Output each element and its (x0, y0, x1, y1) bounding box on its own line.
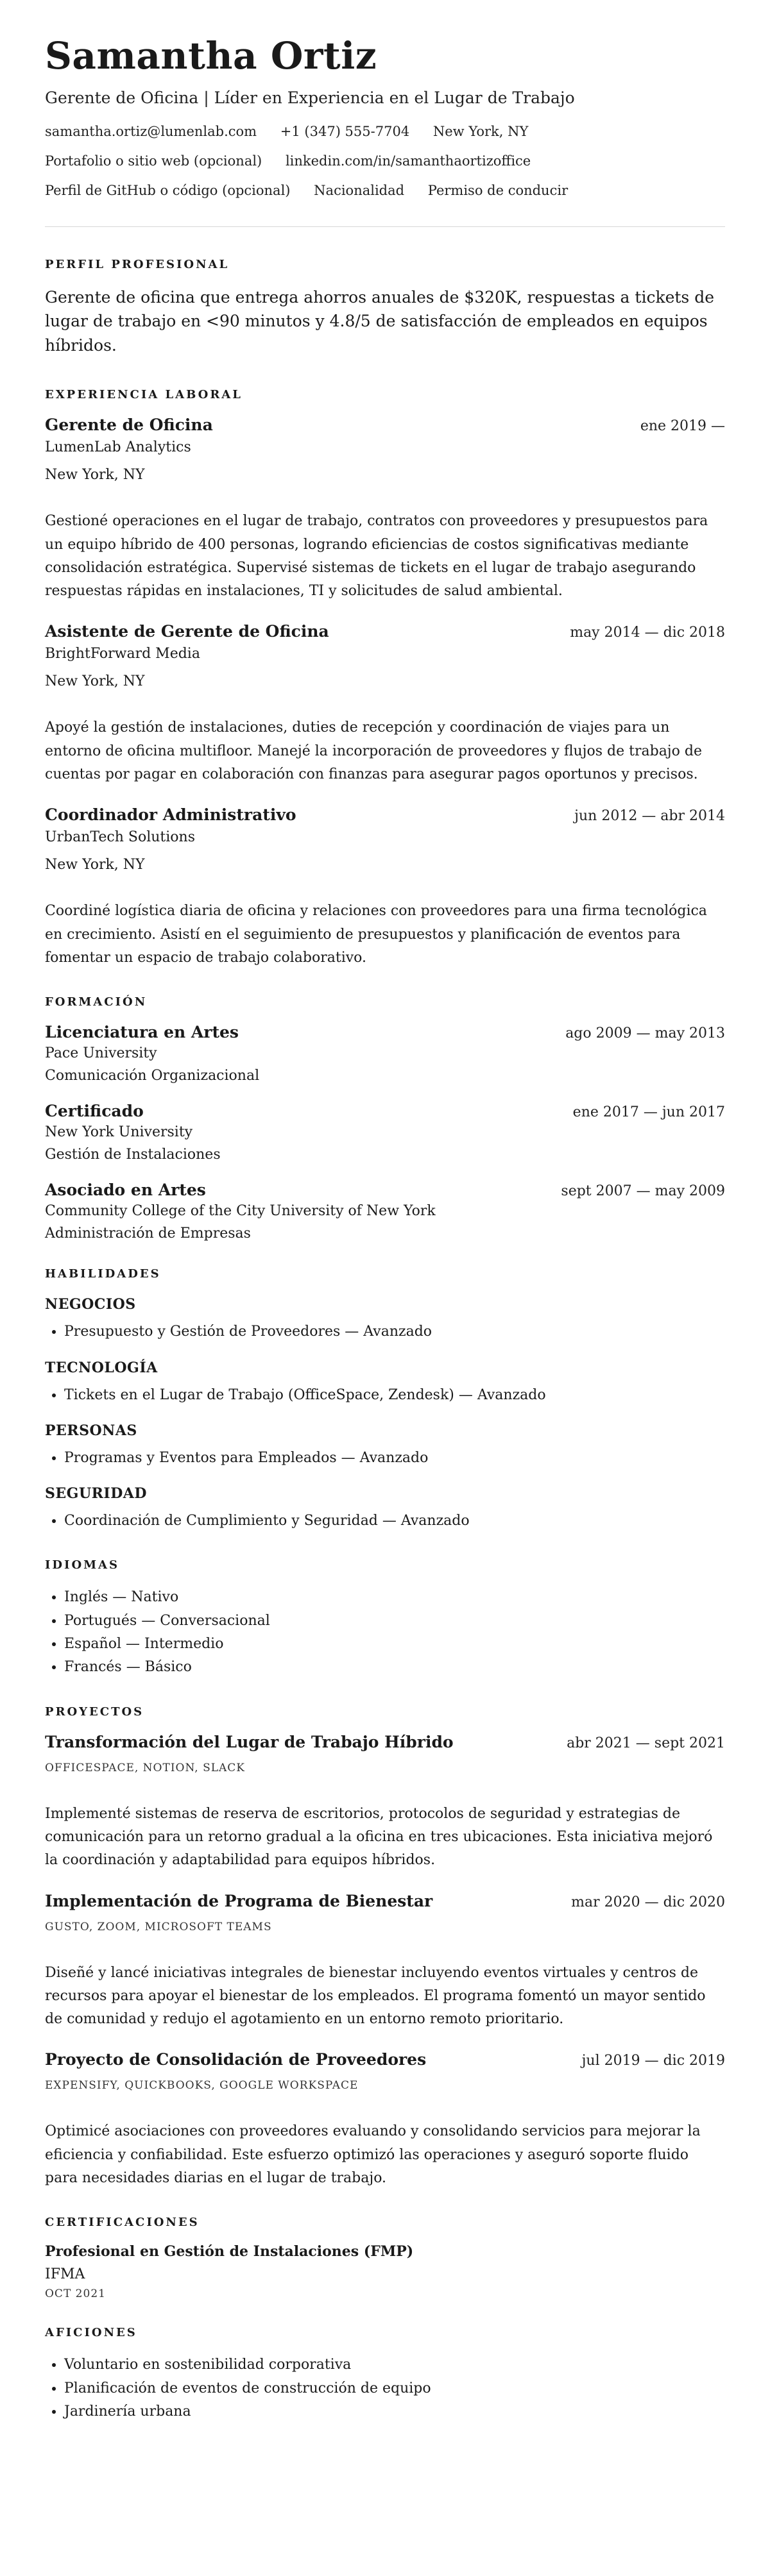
education-field: Administración de Empresas (45, 1225, 251, 1242)
contact-row-3 (45, 183, 725, 198)
contact-portfolio[interactable]: Portafolio o sitio web (opcional) (45, 153, 262, 169)
education-section (45, 995, 725, 1242)
section-title-experience: EXPERIENCIA LABORAL (45, 388, 243, 402)
skill-item: • Coordinación de Cumplimiento y Seguridad — Avanzado (64, 1510, 725, 1533)
section-title-hobbies: AFICIONES (45, 2326, 137, 2340)
language-item: • Portugués — Conversacional (64, 1610, 725, 1633)
certification-entry (45, 2243, 725, 2300)
education-degree: Licenciatura en Artes (45, 1023, 239, 1042)
project-entry (45, 1733, 725, 1873)
languages-section (45, 1558, 725, 1679)
education-entry (45, 1023, 725, 1084)
skill-item: • Presupuesto y Gestión de Proveedores — Avanzado (64, 1320, 725, 1343)
education-field: Comunicación Organizacional (45, 1068, 260, 1084)
education-entry (45, 1102, 725, 1163)
experience-role: Coordinador Administrativo (45, 805, 296, 825)
experience-location: New York, NY (45, 857, 145, 873)
project-name: Transformación del Lugar de Trabajo Híbrido (45, 1732, 454, 1751)
section-title-certifications: CERTIFICACIONES (45, 2216, 200, 2230)
project-date: mar 2020 — dic 2020 (571, 1894, 725, 1910)
project-description: Diseñé y lancé iniciativas integrales de bienestar incluyendo eventos virtuales y centros de recursos para apoyar el bienestar de los empleados. El programa fomentó un mayor sentido de comunidad y redujo el agotamiento en un entorno remoto prioritario. (45, 1964, 706, 2028)
project-name: Implementación de Programa de Bienestar (45, 1891, 433, 1910)
projects-section (45, 1705, 725, 2191)
skill-list (45, 1320, 725, 1343)
contact-row-1 (45, 124, 725, 139)
project-name: Proyecto de Consolidación de Proveedores (45, 2050, 427, 2069)
hobbies-section (45, 2326, 725, 2423)
section-title-languages: IDIOMAS (45, 1558, 120, 1572)
certification-org: IFMA (45, 2266, 85, 2283)
section-title-skills: HABILIDADES (45, 1267, 161, 1281)
experience-date: may 2014 — dic 2018 (570, 625, 725, 641)
contact-phone[interactable]: +1 (347) 555-7704 (280, 123, 410, 139)
candidate-name: Samantha Ortiz (45, 34, 377, 78)
skills-section (45, 1267, 725, 1533)
education-date: ene 2017 — jun 2017 (572, 1104, 725, 1121)
skill-group-title: PERSONAS (45, 1422, 137, 1439)
education-date: ago 2009 — may 2013 (565, 1025, 725, 1042)
hobby-item: • Planificación de eventos de construcción de equipo (64, 2377, 725, 2400)
project-entry (45, 1892, 725, 2032)
certifications-section (45, 2216, 725, 2300)
experience-entry (45, 416, 725, 603)
language-item: • Español — Intermedio (64, 1633, 725, 1656)
skill-list (45, 1384, 725, 1407)
education-degree: Certificado (45, 1102, 144, 1121)
candidate-headline: Gerente de Oficina | Líder en Experiencia en el Lugar de Trabajo (45, 88, 575, 107)
experience-company: UrbanTech Solutions (45, 829, 195, 846)
project-tech: GUSTO, ZOOM, MICROSOFT TEAMS (45, 1920, 272, 1933)
experience-date: ene 2019 — (640, 418, 725, 435)
contact-email[interactable]: samantha.ortiz@lumenlab.com (45, 123, 257, 139)
education-entry (45, 1181, 725, 1242)
contact-github[interactable]: Perfil de GitHub o código (opcional) (45, 182, 291, 198)
education-date: sept 2007 — may 2009 (561, 1183, 725, 1200)
contact-location: New York, NY (432, 123, 529, 139)
skill-list (45, 1510, 725, 1533)
experience-description: Apoyé la gestión de instalaciones, duties de recepción y coordinación de viajes para un entorno de oficina multifloor. Manejé la incorporación de proveedores y flujos de trabajo de cuentas por pagar en colaboración con finanzas para asegurar pagos oportunos y precisos. (45, 720, 702, 783)
skill-group-title: SEGURIDAD (45, 1485, 147, 1503)
skill-list (45, 1447, 725, 1470)
hobby-item: • Voluntario en sostenibilidad corporativa (64, 2353, 725, 2377)
skill-item: • Tickets en el Lugar de Trabajo (OfficeSpace, Zendesk) — Avanzado (64, 1384, 725, 1407)
experience-description: Coordiné logística diaria de oficina y relaciones con proveedores para una firma tecnológica en crecimiento. Asistí en el seguimiento de presupuestos y planificación de eventos para fomentar un espacio de trabajo colaborativo. (45, 903, 707, 966)
language-item: • Francés — Básico (64, 1656, 725, 1679)
experience-company: LumenLab Analytics (45, 439, 191, 456)
section-title-profile: PERFIL PROFESIONAL (45, 257, 230, 271)
education-school: Pace University (45, 1045, 157, 1062)
language-item: • Inglés — Nativo (64, 1586, 725, 1609)
project-entry (45, 2050, 725, 2190)
project-date: abr 2021 — sept 2021 (567, 1735, 725, 1751)
project-description: Implementé sistemas de reserva de escritorios, protocolos de seguridad y estrategias de comunicación para un retorno gradual a la oficina en tres ubicaciones. Esta iniciativa mejoró la coordinación y adaptabilidad para equipos híbridos. (45, 1805, 713, 1869)
skill-item: • Programas y Eventos para Empleados — Avanzado (64, 1447, 725, 1470)
contact-driving-license: Permiso de conducir (427, 182, 569, 198)
project-date: jul 2019 — dic 2019 (581, 2053, 725, 2069)
hobby-item: • Jardinería urbana (64, 2400, 725, 2423)
experience-date: jun 2012 — abr 2014 (574, 808, 725, 825)
section-title-education: FORMACIÓN (45, 995, 148, 1009)
contact-nationality: Nacionalidad (314, 182, 405, 198)
contact-linkedin[interactable]: linkedin.com/in/samanthaortizoffice (285, 153, 531, 169)
project-tech: OFFICESPACE, NOTION, SLACK (45, 1761, 246, 1774)
skill-group-title: TECNOLOGÍA (45, 1359, 158, 1376)
profile-summary: Gerente de oficina que entrega ahorros anuales de $320K, respuestas a tickets de lugar de trabajo en <90 minutos y 4.8/5 de satisfacción de empleados en equipos híbridos. (45, 287, 715, 355)
skill-group-title: NEGOCIOS (45, 1296, 136, 1313)
experience-description: Gestioné operaciones en el lugar de trabajo, contratos con proveedores y presupuestos para un equipo híbrido de 400 personas, logrando eficiencias de costos significativas mediante consolidación estratégica. Supervisé sistemas de tickets en el lugar de trabajo asegurando respuestas rápidas en instalaciones, TI y solicitudes de salud ambiental. (45, 513, 708, 600)
project-tech: EXPENSIFY, QUICKBOOKS, GOOGLE WORKSPACE (45, 2079, 359, 2092)
experience-role: Gerente de Oficina (45, 416, 213, 435)
contact-row-2 (45, 153, 725, 169)
education-school: Community College of the City University of New York (45, 1203, 436, 1220)
experience-entry (45, 622, 725, 786)
experience-location: New York, NY (45, 467, 145, 484)
certification-date: OCT 2021 (45, 2287, 106, 2301)
section-title-projects: PROYECTOS (45, 1705, 144, 1719)
experience-location: New York, NY (45, 673, 145, 690)
certification-name: Profesional en Gestión de Instalaciones (FMP) (45, 2243, 414, 2260)
hobby-list (45, 2353, 725, 2423)
profile-section (45, 258, 725, 358)
education-school: New York University (45, 1124, 193, 1141)
project-description: Optimicé asociaciones con proveedores evaluando y consolidando servicios para mejorar la eficiencia y confiabilidad. Este esfuerzo optimizó las operaciones y aseguró soporte fluido para necesidades diarias en el lugar de trabajo. (45, 2123, 701, 2187)
education-degree: Asociado en Artes (45, 1181, 206, 1200)
experience-role: Asistente de Gerente de Oficina (45, 622, 329, 641)
experience-entry (45, 805, 725, 970)
experience-company: BrightForward Media (45, 646, 200, 662)
language-list (45, 1586, 725, 1679)
header-divider (45, 226, 725, 227)
education-field: Gestión de Instalaciones (45, 1147, 221, 1163)
experience-section (45, 388, 725, 970)
